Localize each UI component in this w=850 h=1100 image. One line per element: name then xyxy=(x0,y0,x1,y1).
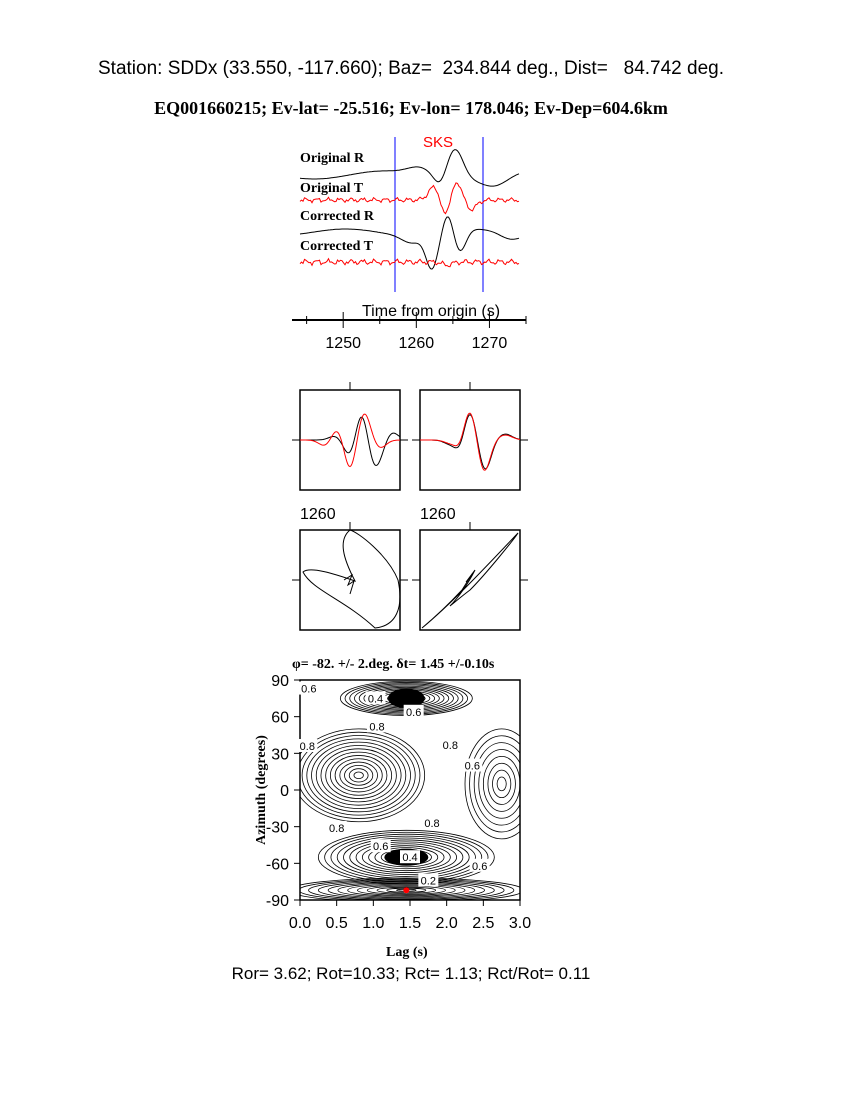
after-box-tick-label: 1260 xyxy=(420,506,456,523)
contour-line xyxy=(299,736,415,816)
lag-tick-label: 0.5 xyxy=(325,915,348,932)
phase-label: SKS xyxy=(423,134,454,151)
azimuth-tick-label: 60 xyxy=(271,709,289,727)
trace-label-corrected-r: Corrected R xyxy=(300,209,374,224)
contour-line xyxy=(354,772,363,779)
contour-line xyxy=(474,743,529,826)
contour-label: 0.6 xyxy=(373,841,389,854)
time-tick-label: 1270 xyxy=(471,335,508,352)
contour-line xyxy=(316,745,401,805)
azimuth-tick-label: 30 xyxy=(271,746,289,764)
before-box-tick-label: 1260 xyxy=(300,506,336,523)
azimuth-tick-label: -60 xyxy=(265,856,289,874)
contour-line xyxy=(340,762,378,789)
contour-label: 0.4 xyxy=(367,693,384,706)
contour-line xyxy=(470,736,534,832)
contour-label: 0.6 xyxy=(406,706,422,719)
contour-label: 0.6 xyxy=(464,760,480,773)
contour-line xyxy=(330,755,387,795)
station-info-line: Station: SDDx (33.550, -117.660); Baz= 234.844 deg., Dist= 84.742 deg. xyxy=(98,58,724,79)
contour-line xyxy=(488,763,515,804)
contour-line xyxy=(493,770,511,798)
azimuth-tick-label: 0 xyxy=(280,783,289,800)
best-fit-point xyxy=(403,887,409,893)
lag-tick-label: 3.0 xyxy=(508,915,532,932)
waveform-comparison-panels xyxy=(292,382,528,523)
contour-line xyxy=(497,777,506,791)
contour-label: 0.6 xyxy=(301,683,317,696)
splitting-result-title: φ= -82. +/- 2.deg. δt= 1.45 +/-0.10s xyxy=(292,657,495,672)
contour-label: 0.8 xyxy=(299,741,315,753)
contour-label: 0.8 xyxy=(442,739,458,752)
fast-wave-after xyxy=(420,415,520,469)
contour-line xyxy=(483,756,520,811)
slow-wave-after xyxy=(420,413,520,470)
azimuth-tick-label: -90 xyxy=(265,893,289,910)
comparison-waves xyxy=(300,413,520,470)
lag-tick-label: 1.5 xyxy=(398,915,422,932)
lag-tick-label: 2.5 xyxy=(472,915,495,932)
lag-tick-label: 2.0 xyxy=(435,915,458,932)
contour-label: 0.8 xyxy=(369,721,385,734)
time-tick-label: 1250 xyxy=(325,335,361,352)
trace-corrected-t xyxy=(300,259,519,267)
contour-label: 0.4 xyxy=(402,852,418,865)
contour-label: 0.8 xyxy=(329,822,345,835)
azimuth-tick-label: 90 xyxy=(271,673,289,690)
lag-tick-label: 1.0 xyxy=(362,915,385,932)
lag-tick-label: 0.0 xyxy=(288,915,312,932)
contour-line xyxy=(479,750,525,819)
azimuth-axis-label: Azimuth (degrees) xyxy=(254,735,269,845)
contour-line xyxy=(349,769,368,782)
azimuth-tick-label: -30 xyxy=(265,819,289,837)
contour-map-panel xyxy=(254,657,538,960)
contour-line xyxy=(307,739,411,812)
contour-label: 0.2 xyxy=(420,875,436,888)
contour-label: 0.8 xyxy=(424,818,440,830)
time-tick-label: 1260 xyxy=(398,335,435,352)
lag-axis-label: Lag (s) xyxy=(386,945,428,960)
contour-line xyxy=(321,749,396,802)
splitting-stats-line: Ror= 3.62; Rot=10.33; Rct= 1.13; Rct/Rot= 0.11 xyxy=(231,964,591,983)
particle-motion-before-path xyxy=(303,530,400,628)
particle-motion-panels xyxy=(292,522,528,630)
trace-label-corrected-t: Corrected T xyxy=(300,239,373,254)
contour-line xyxy=(465,729,538,839)
trace-label-original-t: Original T xyxy=(300,181,364,196)
waveform-panel xyxy=(292,134,526,352)
contour-line xyxy=(335,759,382,792)
trace-label-original-r: Original R xyxy=(300,151,365,166)
contour-label: 0.6 xyxy=(472,860,488,873)
event-info-line: EQ001660215; Ev-lat= -25.516; Ev-lon= 178.046; Ev-Dep=604.6km xyxy=(154,98,668,118)
time-axis-label: Time from origin (s) xyxy=(362,303,501,320)
particle-motion-after-path xyxy=(422,533,518,628)
